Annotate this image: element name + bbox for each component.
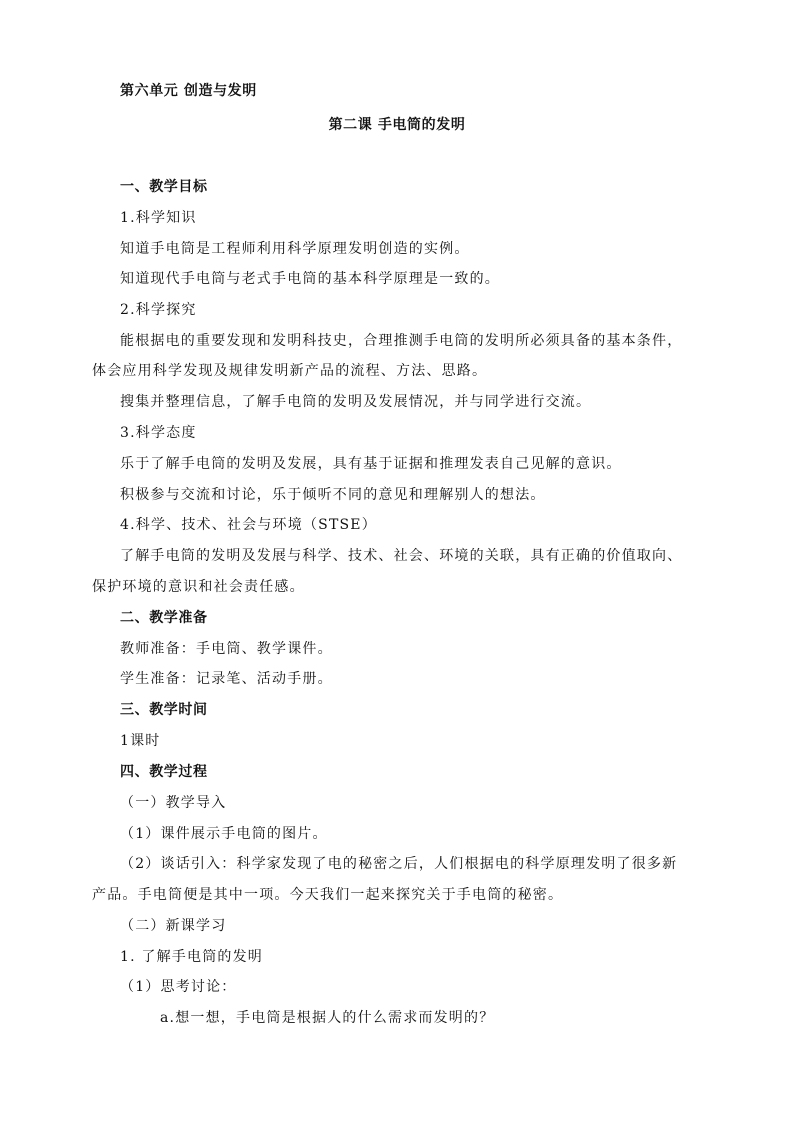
lesson-title: 第二课 手电筒的发明 <box>328 117 466 133</box>
section-heading-preparation: 二、教学准备 <box>120 610 208 626</box>
section-heading-time: 三、教学时间 <box>120 702 208 718</box>
paragraph: （1）课件展示手电筒的图片。 <box>120 826 328 842</box>
unit-title: 第六单元 创造与发明 <box>120 83 257 99</box>
paragraph: a.想一想，手电筒是根据人的什么需求而发明的？ <box>160 1010 495 1026</box>
paragraph: 了解手电筒的发明及发展与科学、技术、社会、环境的关联，具有正确的价值取向、 <box>120 548 683 564</box>
paragraph: 乐于了解手电筒的发明及发展，具有基于证据和推理发表自己见解的意识。 <box>120 456 622 472</box>
paragraph: 知道手电筒是工程师利用科学原理发明创造的实例。 <box>120 241 470 257</box>
paragraph: 1课时 <box>120 733 161 749</box>
paragraph-continuation: 产品。手电筒便是其中一项。今天我们一起来探究关于手电筒的秘密。 <box>92 887 564 903</box>
paragraph: 能根据电的重要发现和发明科技史，合理推测手电筒的发明所必须具备的基本条件， <box>120 333 683 349</box>
section-heading-objectives: 一、教学目标 <box>120 179 208 195</box>
paragraph: 搜集并整理信息，了解手电筒的发明及发展情况，并与同学进行交流。 <box>120 394 592 410</box>
paragraph-continuation: 保护环境的意识和社会责任感。 <box>92 579 305 595</box>
paragraph: （1）思考讨论： <box>120 979 237 995</box>
paragraph: 积极参与交流和讨论，乐于倾听不同的意见和理解别人的想法。 <box>120 487 546 503</box>
subheading-stse: 4.科学、技术、社会与环境（STSE） <box>120 517 377 533</box>
paragraph: 1. 了解手电筒的发明 <box>120 949 264 965</box>
subheading-science-inquiry: 2.科学探究 <box>120 302 197 318</box>
paragraph: 知道现代手电筒与老式手电筒的基本科学原理是一致的。 <box>120 271 500 287</box>
paragraph: 学生准备：记录笔、活动手册。 <box>120 671 333 687</box>
paragraph-continuation: 体会应用科学发现及规律发明新产品的流程、方法、思路。 <box>92 363 488 379</box>
subheading-science-attitude: 3.科学态度 <box>120 425 197 441</box>
subheading-science-knowledge: 1.科学知识 <box>120 210 197 226</box>
paragraph: 教师准备：手电筒、教学课件。 <box>120 641 333 657</box>
subheading-introduction: （一）教学导入 <box>120 795 227 811</box>
subheading-new-lesson: （二）新课学习 <box>120 918 227 934</box>
section-heading-process: 四、教学过程 <box>120 764 208 780</box>
paragraph: （2）谈话引入：科学家发现了电的秘密之后，人们根据电的科学原理发明了很多新 <box>120 856 678 872</box>
